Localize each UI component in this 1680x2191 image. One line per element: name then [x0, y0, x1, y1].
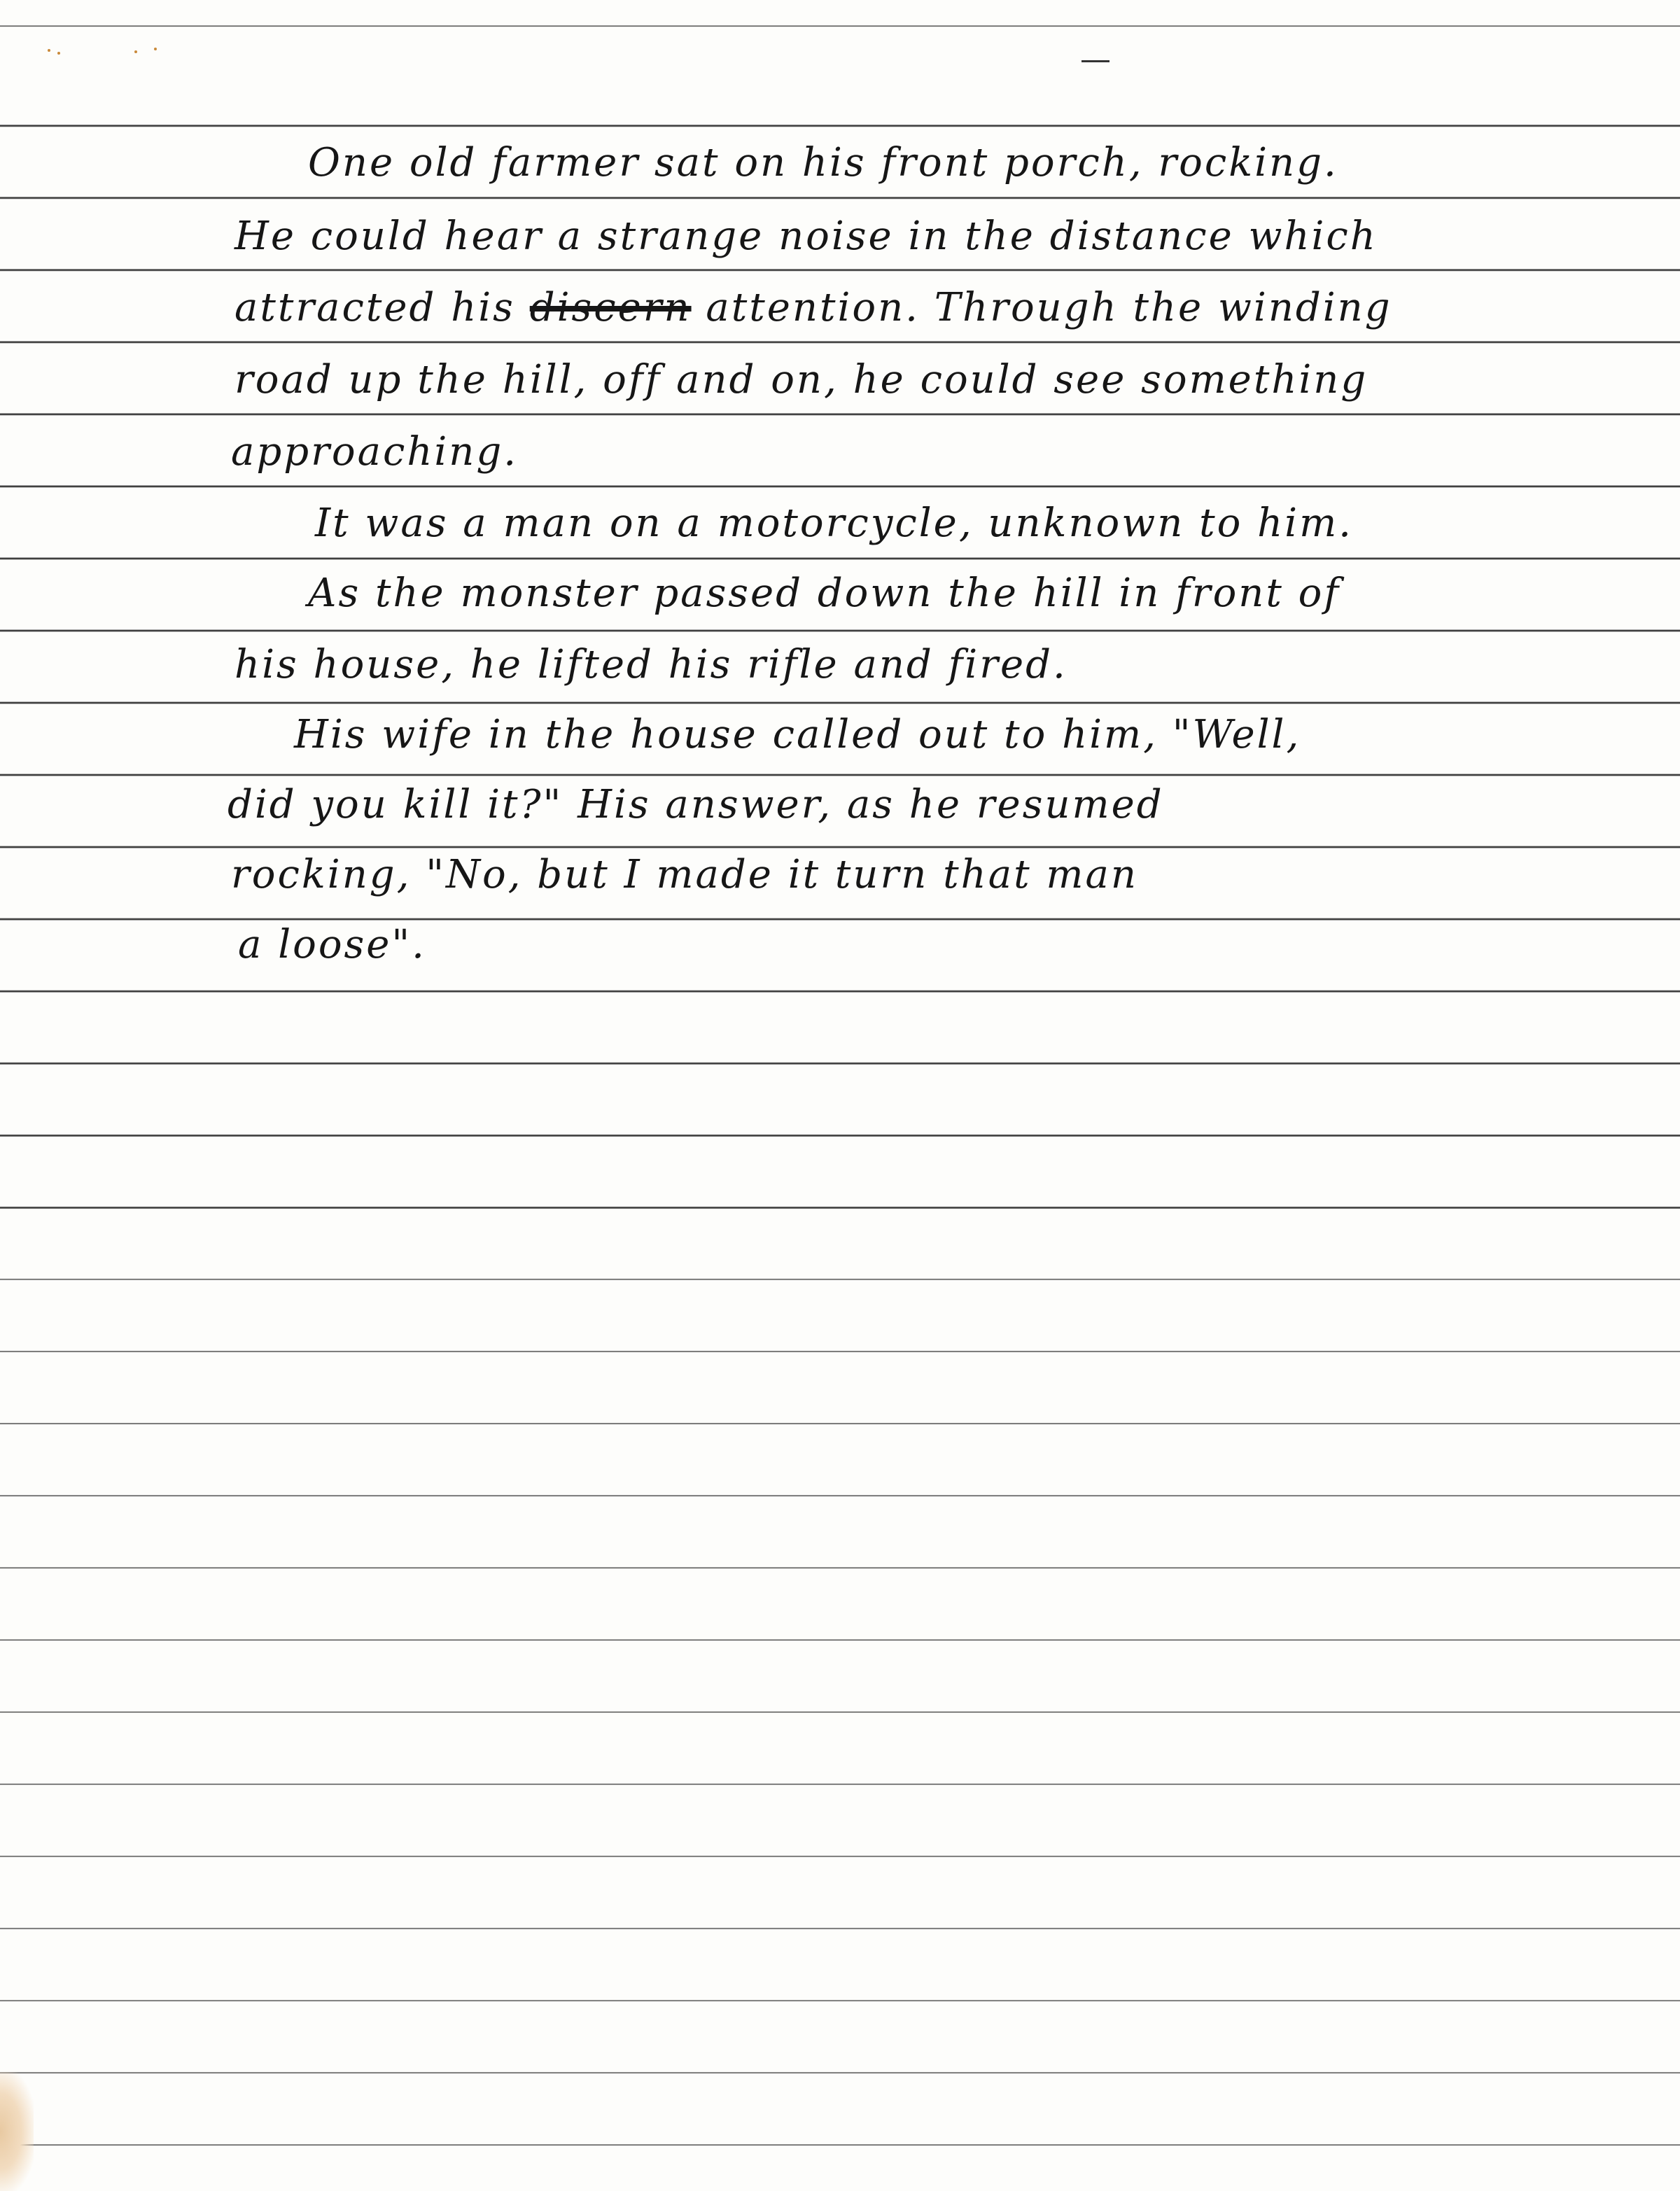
line-text: did you kill it?" His answer, as he resumed	[227, 782, 1164, 827]
line-text: As the monster passed down the hill in front of	[308, 570, 1341, 616]
text-line-9	[294, 712, 1301, 757]
text-line-4	[234, 357, 1368, 402]
line-text: a loose".	[238, 922, 426, 967]
text-line-7	[308, 570, 1341, 616]
text-line-1	[308, 140, 1338, 186]
struck-word: discern	[529, 285, 692, 330]
line-text: rocking, "No, but I made it turn that man	[231, 852, 1138, 897]
text-line-2	[234, 214, 1378, 259]
text-line-11	[231, 852, 1138, 897]
line-text: He could hear a strange noise in the distance which	[234, 214, 1378, 259]
line-text: approaching.	[231, 429, 519, 475]
text-line-10	[227, 782, 1164, 827]
text-line-6	[315, 500, 1353, 546]
text-line-3	[234, 285, 1392, 330]
line-text: road up the hill, off and on, he could see something	[234, 357, 1368, 402]
line-text: his house, he lifted his rifle and fired.	[234, 642, 1068, 687]
text-line-12	[238, 922, 426, 967]
line-text: It was a man on a motorcycle, unknown to him.	[315, 500, 1353, 546]
text-line-5	[231, 429, 519, 475]
line-text: attracted his	[234, 285, 530, 330]
line-text: attention. Through the winding	[691, 285, 1392, 330]
line-text: His wife in the house called out to him, "Well,	[294, 712, 1301, 757]
text-line-8	[234, 642, 1068, 687]
line-text: One old farmer sat on his front porch, rocking.	[308, 140, 1338, 186]
